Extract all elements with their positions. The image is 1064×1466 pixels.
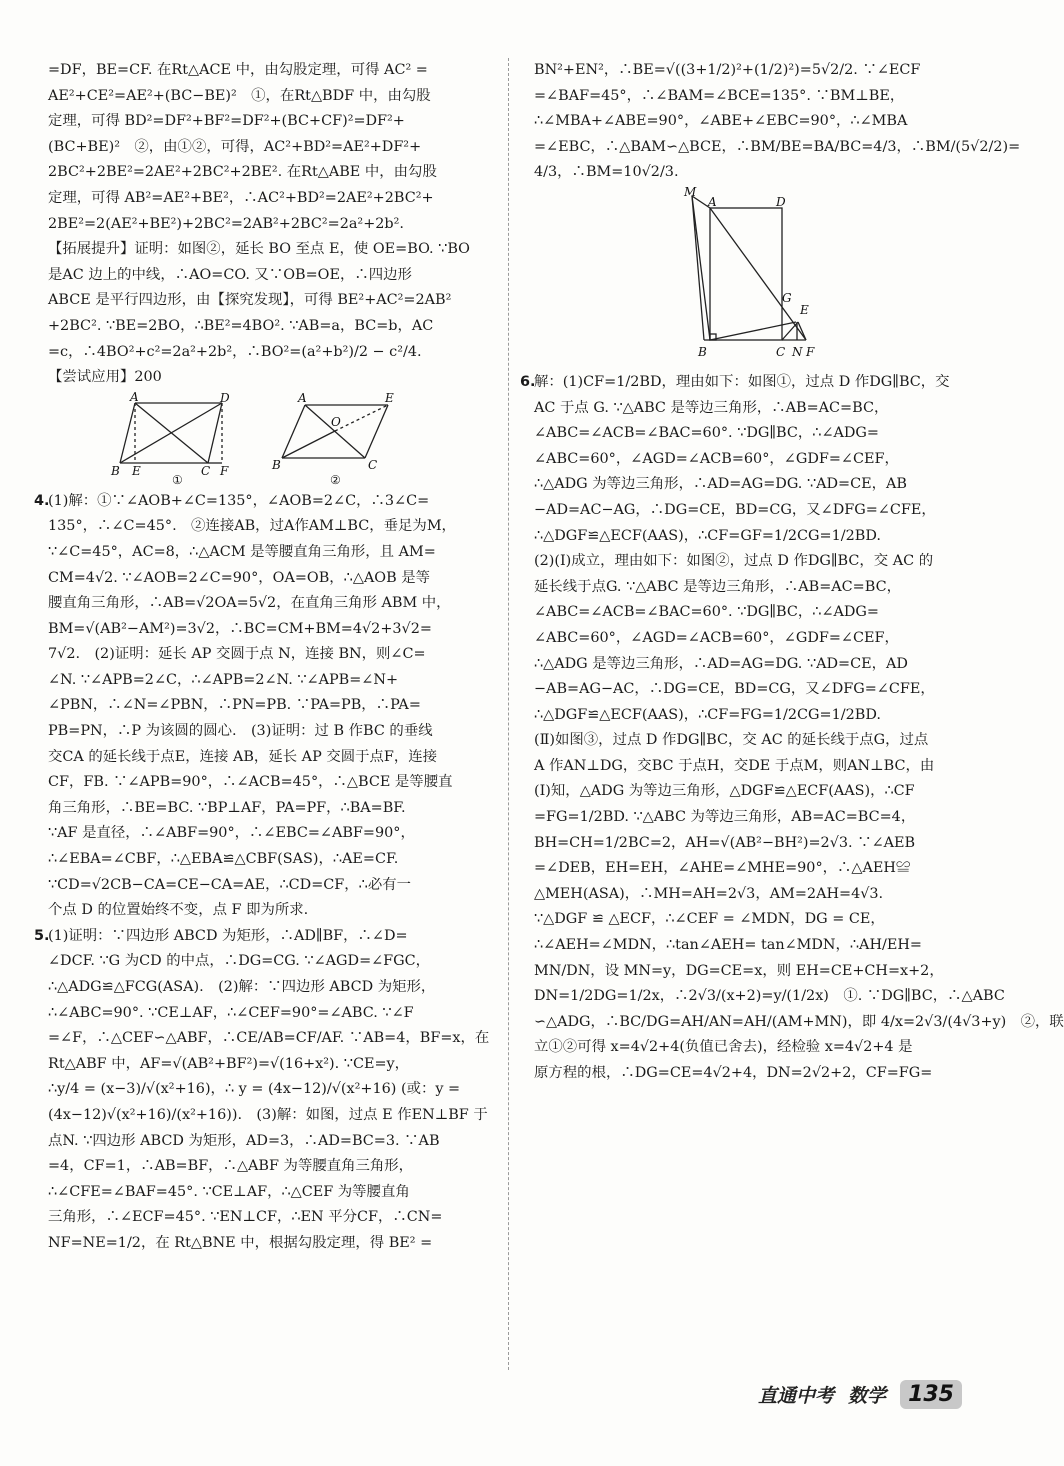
footer-brand: 直通中考 [758,1385,835,1407]
text-line: −AD=AC−AG，∴DG=CE，BD=CG，又∠DFG=∠CFE， [534,501,936,518]
text-line: ∴△DGF≌△ECF(AAS)，∴CF=GF=1/2CG=1/2BD. [534,527,881,544]
text-line: ∴∠MBA+∠ABE=90°，∠ABE+∠EBC=90°，∴∠MBA [534,113,908,130]
text-line: ∠ABC=60°，∠AGD=∠ACB=60°，∠GDF=∠CEF， [534,629,899,646]
text-line: ∴∠ABC=90°. ∵CE⊥AF，∴∠CEF=90°=∠ABC. ∵∠F [48,1004,414,1021]
text-line: 角三角形，∴BE=BC. ∵BP⊥AF，PA=PF，∴BA=BF. [48,799,406,816]
fig3-label-G: G [782,290,792,305]
text-line: =∠BAF=45°，∴∠BAM=∠BCE=135°. ∵BM⊥BE， [534,87,905,104]
question-6-number: 6. [520,373,536,390]
parallelogram-figures [110,389,488,487]
text-line: 2BC²+2BE²=2AE²+2BC²+2BE². 在Rt△ABE 中，由勾股 [48,164,437,181]
text-line: ∠ABC=∠ACB=∠BAC=60°. ∵DG∥BC，∴∠ADG= [534,604,879,621]
text-line: =c，∴4BO²+c²=2a²+2b²，∴BO²=(a²+b²)/2 − c²/4. [48,343,422,360]
page-footer [758,1380,962,1409]
fig1-label-D: D [220,390,230,405]
text-line: (4x−12)√(x²+16)/(x²+16)). (3)解：如图，过点 E 作EN⊥BF 于 [48,1106,488,1123]
text-line: ∴∠CFE=∠BAF=45°. ∵CE⊥AF，∴△CEF 为等腰直角 [48,1183,410,1200]
text-line: (Ⅱ)如图③，过点 D 作DG∥BC，交 AC 的延长线于点G，过点 [534,732,929,749]
question-5 [34,924,490,1257]
text-line: CM=4√2. ∵∠AOB=2∠C=90°，OA=OB，∴△AOB 是等 [48,569,431,586]
text-line: ∵∠C=45°，AC=8，∴△ACM 是等腰直角三角形，且 AM= [48,543,436,560]
text-line: (BC+BE)² ②，由①②，可得，AC²+BD²=AE²+DF²+ [48,138,422,155]
fig2-label-O: O [331,414,341,429]
text-line: 延长线于点G. ∵△ABC 是等边三角形，∴AB=AC=BC， [534,578,901,595]
fig3-label-A: A [708,194,717,209]
text-line: ∵AF 是直径，∴∠ABF=90°，∴∠EBC=∠ABF=90°， [48,825,415,842]
left-top-text [48,58,488,365]
text-line: =FG=1/2BD. ∵△ABC 为等边三角形，AB=AC=BC=4， [534,809,916,826]
text-line: 定理，可得 BD²=DF²+BF²=DF²+(BC+CF)²=DF²+ [48,113,405,130]
fig1-label-C: C [201,463,211,478]
fig2-caption: ② [330,472,341,487]
text-line: ∠PBN，∴∠N=∠PBN，∴PN=PB. ∵PA=PB，∴PA= [48,697,421,714]
question-5-body [48,924,488,1257]
fig2-label-A: A [298,390,307,405]
fig3-label-B: B [698,344,707,359]
text-line: ABCE 是平行四边形，由【探究发现】，可得 BE²+AC²=2AB² [48,292,452,309]
right-top-text [534,58,1021,186]
text-line: (2)(Ⅰ)成立，理由如下：如图②，过点 D 作DG∥BC，交 AC 的 [534,553,934,570]
fig3-label-M: M [684,184,697,199]
text-line: 个点 D 的位置始终不变，点 F 即为所求. [48,902,309,919]
text-line: 立①②可得 x=4√2+4(负值已舍去)，经检验 x=4√2+4 是 [534,1039,913,1056]
left-column [34,58,490,1257]
figure-2-parallelogram [270,390,400,487]
text-line: 是AC 边上的中线，∴AO=CO. 又∵OB=OE，∴四边形 [48,266,412,283]
try-apply-heading: 【尝试应用】200 [48,369,162,386]
text-line: ∵CD=√2CB−CA=CE−CA=AE，∴CD=CF，∴必有一 [48,876,411,893]
text-line: 原方程的根，∴DG=CE=4√2+4，DN=2√2+2，CF=FG= [534,1065,933,1081]
text-line: CF，FB. ∵∠APB=90°，∴∠ACB=45°，∴△BCE 是等腰直 [48,774,453,791]
text-line: PB=PN，∴P 为该圆的圆心. (3)证明：过 B 作BC 的垂线 [48,723,433,740]
text-line: ∴△ADG≌△FCG(ASA). (2)解：∵四边形 ABCD 为矩形， [48,979,436,995]
figure-rectangle-abcd [534,184,974,366]
text-line: =4，CF=1，∴AB=BF，∴△ABF 为等腰直角三角形， [48,1158,414,1175]
text-line: ∠DCF. ∵G 为CD 的中点，∴DG=CG. ∵∠AGD=∠FGC， [48,953,431,970]
column-divider [508,58,509,1370]
text-line: ∵△DGF ≌ △ECF，∴∠CEF = ∠MDN，DG = CE， [534,911,885,928]
text-line: 135°，∴∠C=45°. ②连接AB，过A作AM⊥BC，垂足为M， [48,518,456,535]
footer-subject: 数学 [848,1385,887,1407]
fig2-label-E: E [385,390,394,405]
fig3-label-D: D [776,194,786,209]
text-line: AE²+CE²=AE²+(BC−BE)² ①，在Rt△BDF 中，由勾股 [48,87,431,104]
figure-1-parallelogram [110,389,240,487]
right-column [520,58,1064,1087]
text-line: 点N. ∵四边形 ABCD 为矩形，AD=3，∴AD=BC=3. ∵AB [48,1132,440,1149]
text-line: ∠ABC=60°，∠AGD=∠ACB=60°，∠GDF=∠CEF， [534,450,899,467]
text-line: =∠DEB，EH=EH，∠AHE=∠MHE=90°，∴△AEH≌ [534,860,911,877]
question-6 [520,370,1064,1087]
text-line: 解：(1)CF=1/2BD，理由如下：如图①，过点 D 作DG∥BC，交 [534,373,950,390]
text-line: ∴△ADG 是等边三角形，∴AD=AG=DG. ∵AD=CE，AD [534,655,908,672]
text-line: =∠F，∴△CEF∽△ABF，∴CE/AB=CF/AF. ∵AB=4，BF=x，在 [48,1030,490,1047]
text-line: 三角形，∴∠ECF=45°. ∵EN⊥CF，∴EN 平分CF，∴CN= [48,1209,443,1226]
text-line: 定理，可得 AB²=AE²+BE²，∴AC²+BD²=2AE²+2BC²+ [48,189,434,206]
text-line: 7√2. (2)证明：延长 AP 交圆于点 N，连接 BN，则∠C= [48,646,426,663]
text-line: −AB=AG−AC，∴DG=CE，BD=CG，又∠DFG=∠CFE， [534,681,935,698]
question-4 [34,489,488,924]
text-line: ∴△DGF≌△ECF(AAS)，∴CF=FG=1/2CG=1/2BD. [534,706,881,723]
fig2-label-B: B [272,457,281,472]
text-line: ∴∠AEH=∠MDN，∴tan∠AEH= tan∠MDN，∴AH/EH= [534,937,922,954]
fig3-label-N: N [792,344,803,359]
fig1-caption: ① [172,472,183,487]
text-line: (1)解：①∵∠AOB+∠C=135°，∠AOB=2∠C，∴3∠C= [48,492,430,509]
text-line: ∠N. ∵∠APB=2∠C，∴∠APB=2∠N. ∵∠APB=∠N+ [48,671,398,688]
text-line: =∠EBC，∴△BAM∽△BCE，∴BM/BE=BA/BC=4/3，∴BM/(5√2/2)= [534,138,1021,155]
text-line: △MEH(ASA)，∴MH=AH=2√3，AM=2AH=4√3. [534,885,884,902]
text-line: =DF，BE=CF. 在Rt△ACE 中，由勾股定理，可得 AC² = [48,62,428,78]
text-line: (1)证明：∵四边形 ABCD 为矩形，∴AD∥BF，∴∠D= [48,927,408,944]
text-line: A 作AN⊥DG，交BC 于点H，交DE 于点M，则AN⊥BC，由 [534,757,935,774]
text-line: BM=√(AB²−AM²)=3√2，∴BC=CM+BM=4√2+3√2= [48,620,432,637]
page-number: 135 [900,1380,962,1409]
question-4-number: 4. [34,492,50,509]
text-line: 2BE²=2(AE²+BE²)+2BC²=2AB²+2BC²=2a²+2b². [48,215,404,232]
fig3-label-C: C [776,344,786,359]
text-line: ∠ABC=∠ACB=∠BAC=60°. ∵DG∥BC，∴∠ADG= [534,425,879,442]
text-line: (Ⅰ)知，△ADG 为等边三角形，△DGF≌△ECF(AAS)，∴CF [534,783,915,800]
text-line: NF=NE=1/2，在 Rt△BNE 中，根据勾股定理，得 BE² = [48,1234,433,1251]
fig3-label-F: F [806,344,815,359]
question-6-body [534,370,1064,1087]
fig3-label-E: E [800,302,809,317]
fig1-label-E: E [132,463,141,478]
text-line: +2BC². ∵BE=2BO，∴BE²=4BO². ∵AB=a，BC=b，AC [48,317,434,334]
text-line: 腰直角三角形，∴AB=√2OA=5√2，在直角三角形 ABM 中， [48,595,451,612]
question-5-number: 5. [34,927,50,944]
text-line: ∴y/4 = (x−3)/√(x²+16)，∴ y = (4x−12)/√(x²+16) (或：y = [48,1081,461,1098]
fig2-label-C: C [368,457,378,472]
text-line: 【拓展提升】证明：如图②，延长 BO 至点 E，使 OE=BO. ∵BO [48,241,470,258]
text-line: MN/DN，设 MN=y，DG=CE=x，则 EH=CE+CH=x+2， [534,962,944,979]
text-line: ∽△ADG，∴BC/DG=AH/AN=AH/(AM+MN)，即 4/x=2√3/(4√3+y) ②，联 [534,1013,1064,1030]
text-line: 交CA 的延长线于点E，连接 AB，延长 AP 交圆于点F，连接 [48,748,438,765]
fig1-label-A: A [130,389,139,404]
text-line: BN²+EN²，∴BE=√((3+1/2)²+(1/2)²)=5√2/2. ∵∠ECF [534,62,921,78]
text-line: DN=1/2DG=1/2x，∴2√3/(x+2)=y/(1/2x) ①. ∵DG∥BC，∴△ABC [534,988,1005,1005]
text-line: ∴△ADG 为等边三角形，∴AD=AG=DG. ∵AD=CE，AB [534,476,907,493]
fig1-label-F: F [220,463,229,478]
text-line: BH=CH=1/2BC=2，AH=√(AB²−BH²)=2√3. ∵∠AEB [534,834,916,851]
text-line: 4/3，∴BM=10√2/3. [534,164,679,181]
question-4-body [48,489,488,924]
text-line: ∴∠EBA=∠CBF，∴△EBA≌△CBF(SAS)，∴AE=CF. [48,851,399,868]
text-line: Rt△ABF 中，AF=√(AB²+BF²)=√(16+x²). ∵CE=y， [48,1055,410,1072]
fig1-label-B: B [111,463,120,478]
text-line: AC 于点 G. ∵△ABC 是等边三角形，∴AB=AC=BC， [534,399,889,416]
